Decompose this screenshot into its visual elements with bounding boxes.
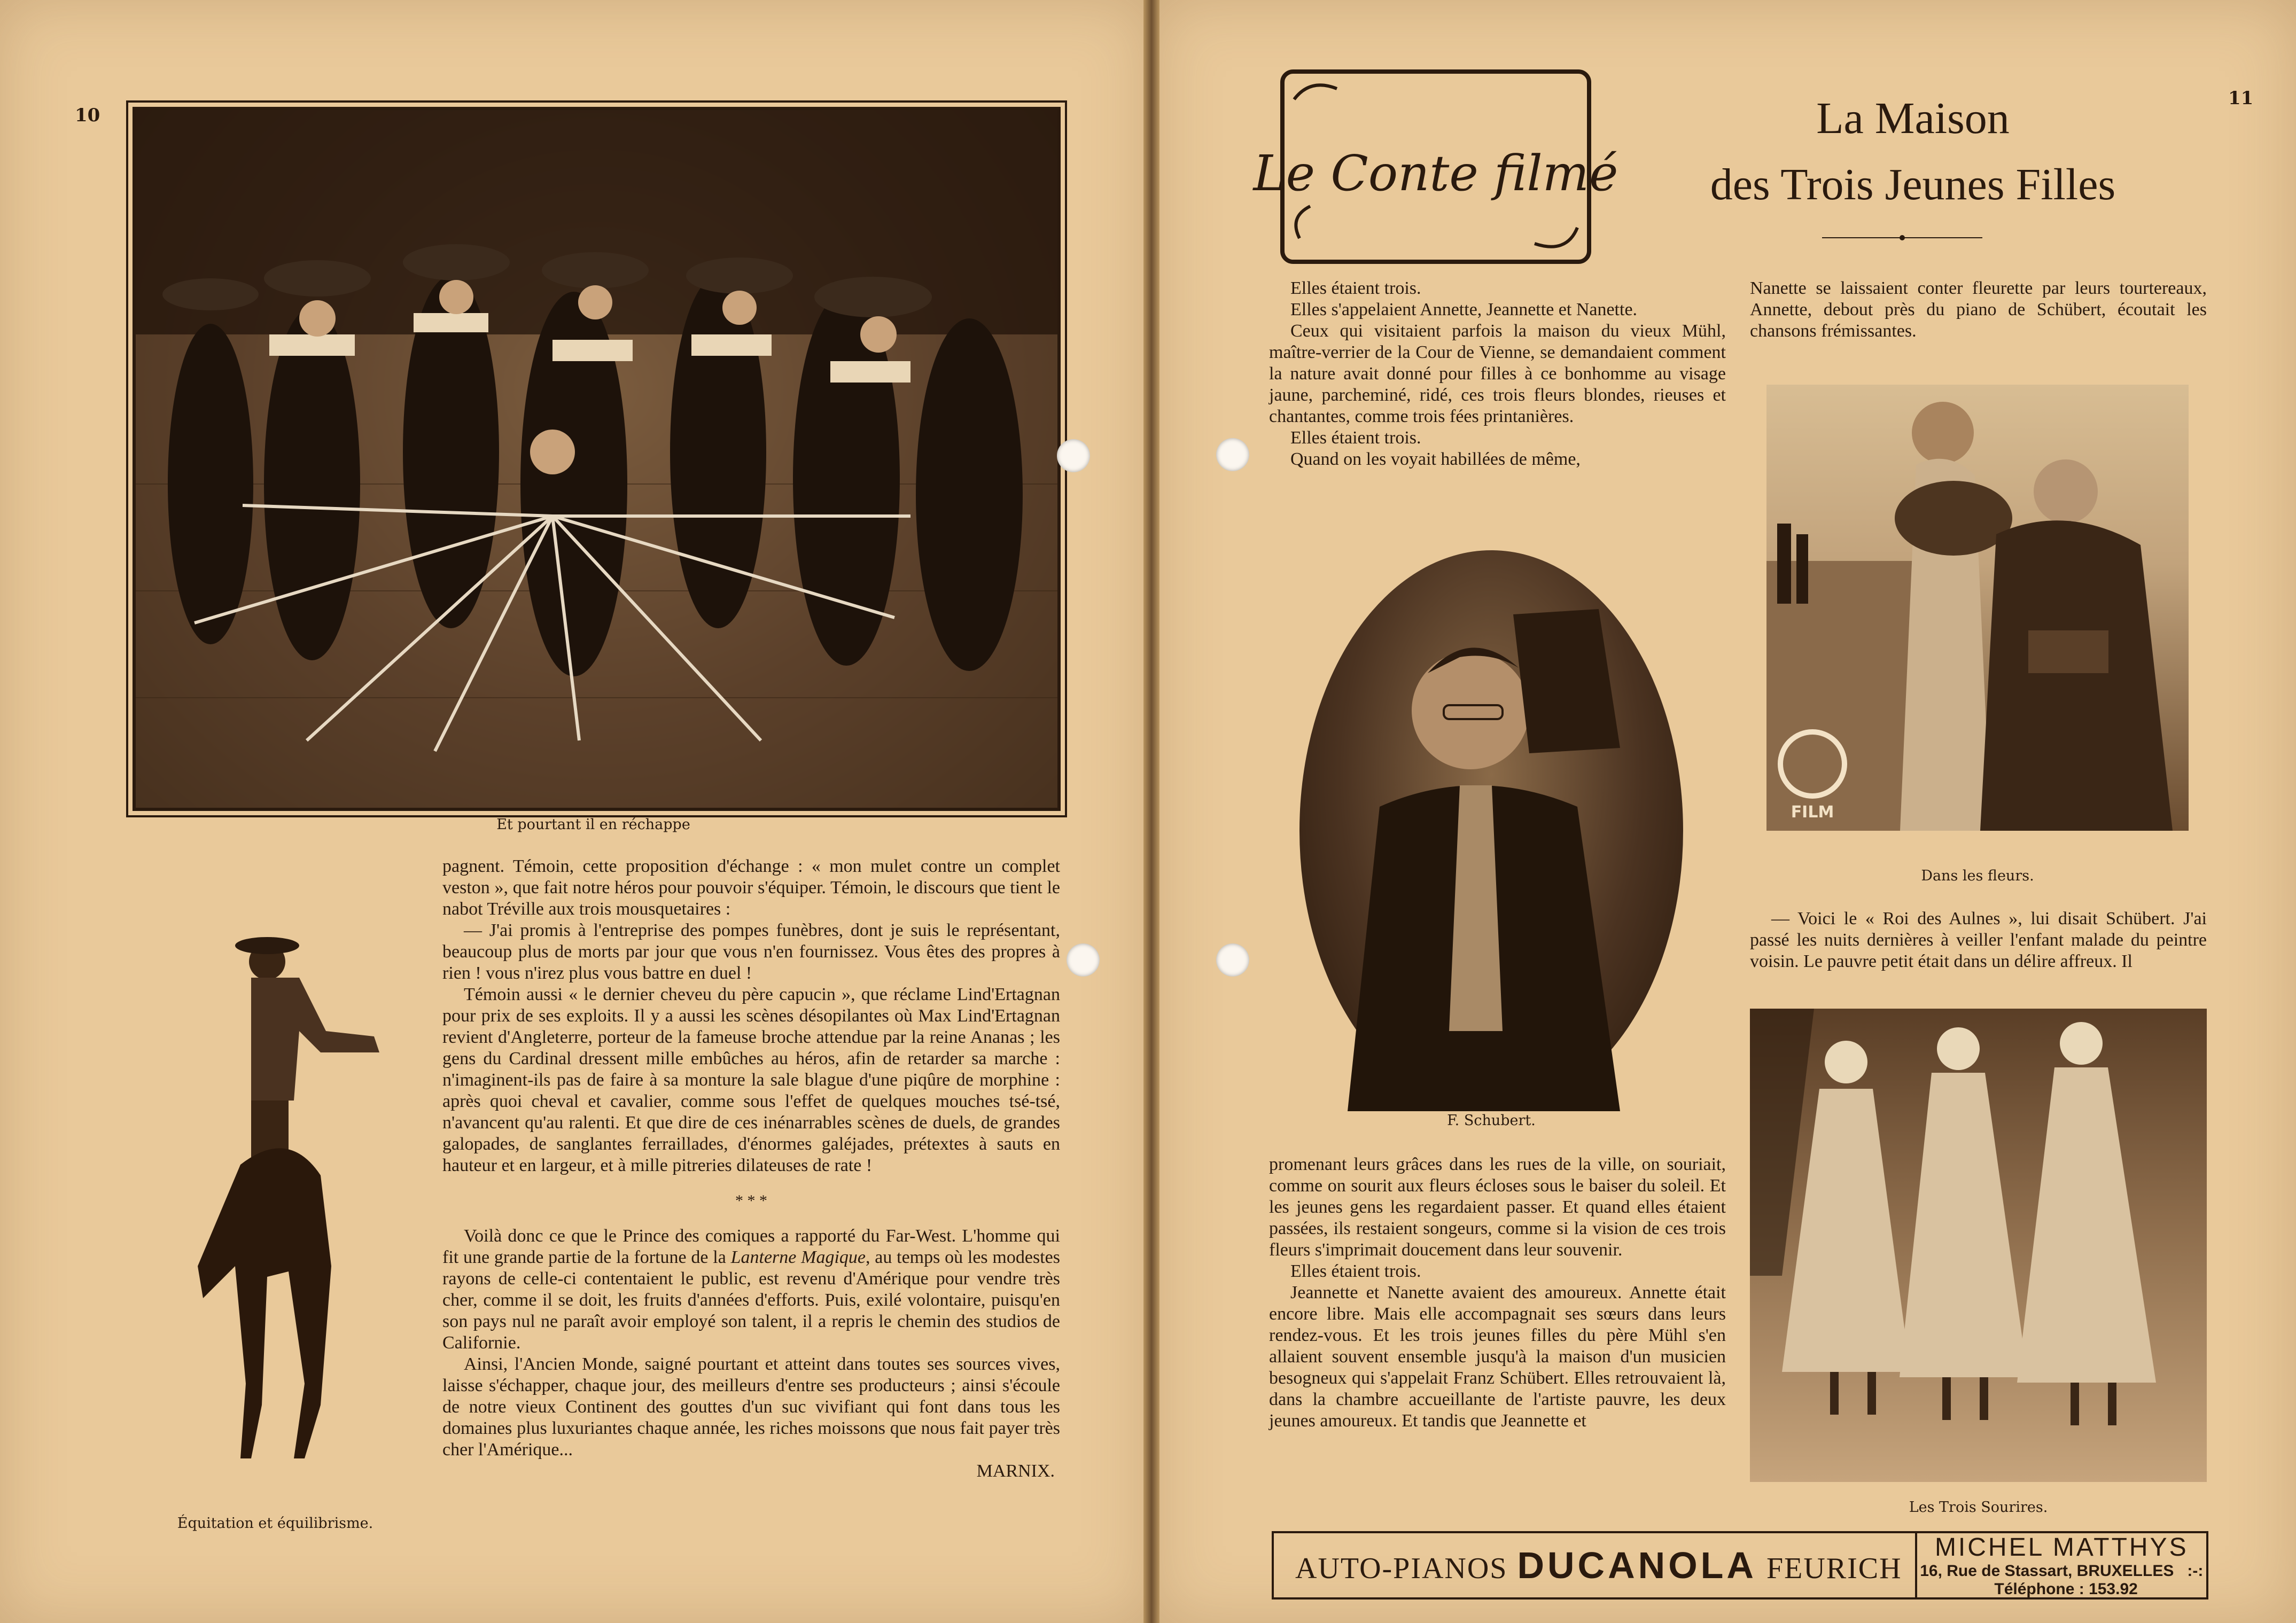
article-title: La Maison des Trois Jeunes Filles bbox=[1710, 93, 2116, 209]
title-ornament bbox=[1822, 235, 1982, 240]
advertisement-banner bbox=[1272, 1531, 2208, 1599]
musketeers-photo bbox=[133, 107, 1061, 811]
film-logo-text: FILM bbox=[1791, 803, 1834, 822]
paragraph: Elles étaient trois. bbox=[1290, 1261, 1421, 1281]
conte-filme-logo bbox=[1253, 67, 1618, 266]
paragraph: — J'ai promis à l'entreprise des pompes funèbres, dont je suis le représentant, beaucoup plus de morts par jour que vous n'en fournissez. Vous êtes des propres à rien ! vous n'irez plus vous battre en duel ! bbox=[442, 920, 1060, 983]
article-text-col2-mid bbox=[1750, 908, 2207, 972]
page-number-right: 11 bbox=[2228, 88, 2254, 109]
flowers-photo bbox=[1766, 385, 2189, 831]
paragraph: Ainsi, l'Ancien Monde, saigné pourtant et atteint dans toutes ses sources vives, laisse s'échapper, chaque jour, des meilleurs d'entre ses producteurs ; ainsi s'écoule de notre vieux Continent des gouttes d'un suc vivifiant qui font dans tous les domaines plus luxuriantes chaque année, les riches moissons que nous fait payer très cher l'Amérique... bbox=[442, 1354, 1060, 1460]
paragraph: Voilà donc ce que le Prince des comiques a rapporté du Far-West. L'homme qui fit une grande partie de la fortune de la Lanterne Magique, au temps où les modestes rayons de celle-ci contentaient le public, est revenu d'Amérique pour vendre très cher, comme il se doit, les fruits d'années d'efforts. Puis, exilé volontaire, puisqu'en son pays nul ne paraît avoir employé son talent, il a repris le chemin des studios de Californie. bbox=[442, 1226, 1060, 1353]
article-text-left bbox=[442, 856, 1060, 1482]
article-text-col2-top bbox=[1750, 278, 2207, 342]
page-number-left: 10 bbox=[75, 105, 100, 126]
photo-caption-schubert: F. Schubert. bbox=[1447, 1112, 1536, 1129]
punch-hole bbox=[1216, 438, 1249, 471]
schubert-oval-portrait bbox=[1299, 550, 1683, 1111]
section-break: * * * bbox=[735, 1192, 767, 1210]
punch-hole bbox=[1216, 943, 1249, 977]
paragraph: Quand on les voyait habillées de même, bbox=[1290, 449, 1581, 469]
punch-hole bbox=[1067, 943, 1100, 977]
photo-caption-trio: Les Trois Sourires. bbox=[1909, 1499, 2048, 1516]
photo-caption-musketeers: Et pourtant il en réchappe bbox=[496, 816, 690, 833]
photo-caption-flowers: Dans les fleurs. bbox=[1921, 868, 2034, 884]
paragraph: Elles s'appelaient Annette, Jeannette et Nanette. bbox=[1290, 300, 1638, 319]
ad-brand: AUTO-PIANOS DUCANOLA FEURICH bbox=[1295, 1544, 1902, 1586]
rider-photo bbox=[160, 924, 401, 1480]
paragraph: Jeannette et Nanette avaient des amoureux. Annette était encore libre. Mais elle accompagnait ses sœurs dans leurs rendez-vous. Et les trois jeunes filles du père Mühl s'en allaient souvent ensemble jusqu'à la maison d'un musicien besogneux qui s'appelait Franz Schübert. Elles retrouvaient là, dans la chambre accueillante de l'artiste pauvre, les deux jeunes amoureux. Et tandis que Jeannette et bbox=[1269, 1283, 1726, 1431]
paragraph: Elles étaient trois. bbox=[1290, 278, 1421, 298]
paragraph: pagnent. Témoin, cette proposition d'échange : « mon mulet contre un complet veston », que fait notre héros pour pouvoir s'équiper. Témoin, le discours que tient le nabot Tréville aux trois mousquetaires : bbox=[442, 856, 1060, 919]
paragraph: promenant leurs grâces dans les rues de la ville, on souriait, comme on sourit aux fleurs écloses sous le baiser du soleil. Et les jeunes gens les regardaient passer. Et quand elles étaient passées, ils restaient songeurs, comme si la vision de ces trois fleurs s'imprimait doucement dans leur souvenir. bbox=[1269, 1154, 1726, 1260]
three-smiles-photo bbox=[1750, 1009, 2207, 1482]
paragraph: Ceux qui visitaient parfois la maison du vieux Mühl, maître-verrier de la Cour de Vienne, se demandaient comment la nature avait donné pour filles à ce bonhomme au visage jaune, parcheminé, ridé, ces trois fleurs blondes, rieuses et chantantes, comme trois fées printanières. bbox=[1269, 321, 1726, 426]
article-text-col1-top bbox=[1269, 278, 1726, 470]
logo-text: Le Conte filmé bbox=[1253, 145, 1618, 202]
paragraph: Elles étaient trois. bbox=[1290, 428, 1421, 448]
paragraph: Nanette se laissaient conter fleurette par leurs tourtereaux, Annette, debout près du piano de Schübert, écoutait les chansons frémissantes. bbox=[1750, 278, 2207, 341]
punch-hole bbox=[1057, 439, 1090, 472]
author-signature: MARNIX. bbox=[976, 1461, 1055, 1481]
ad-shop-details: MICHEL MATTHYS 16, Rue de Stassart, BRUXELLES :-: Téléphone : 153.92 bbox=[1920, 1533, 2204, 1598]
photo-caption-rider: Équitation et équilibrisme. bbox=[177, 1515, 373, 1532]
spine bbox=[1143, 0, 1159, 1623]
paragraph: Témoin aussi « le dernier cheveu du père capucin », que réclame Lind'Ertagnan pour prix de ses exploits. Il y a aussi les scènes désopilantes où Max Lind'Ertagnan revient d'Angleterre, porteur de la fameuse broche attendue par la reine Ananas ; les gens du Cardinal dressent mille embûches au héros, afin de retarder sa marche : n'imaginent-ils pas de faire à sa monture la sale blague d'une piqûre de morphine : après quoi cheval et cavalier, comme sous l'effet de quelques mouches tsé-tsé, n'avancent qu'au ralenti. Et que dire de ces inénarrables scènes de duels, de grandes galopades, de sanglantes ferraillades, d'énormes galéjades, prétextes à sauts en hauteur et en largeur, et à mille pitreries dilateuses de rate ! bbox=[442, 985, 1060, 1175]
paragraph: — Voici le « Roi des Aulnes », lui disait Schübert. J'ai passé les nuits dernières à veiller l'enfant malade du peintre voisin. Le pauvre petit était dans un délire affreux. Il bbox=[1750, 909, 2207, 971]
article-text-col1-bottom bbox=[1269, 1154, 1726, 1432]
